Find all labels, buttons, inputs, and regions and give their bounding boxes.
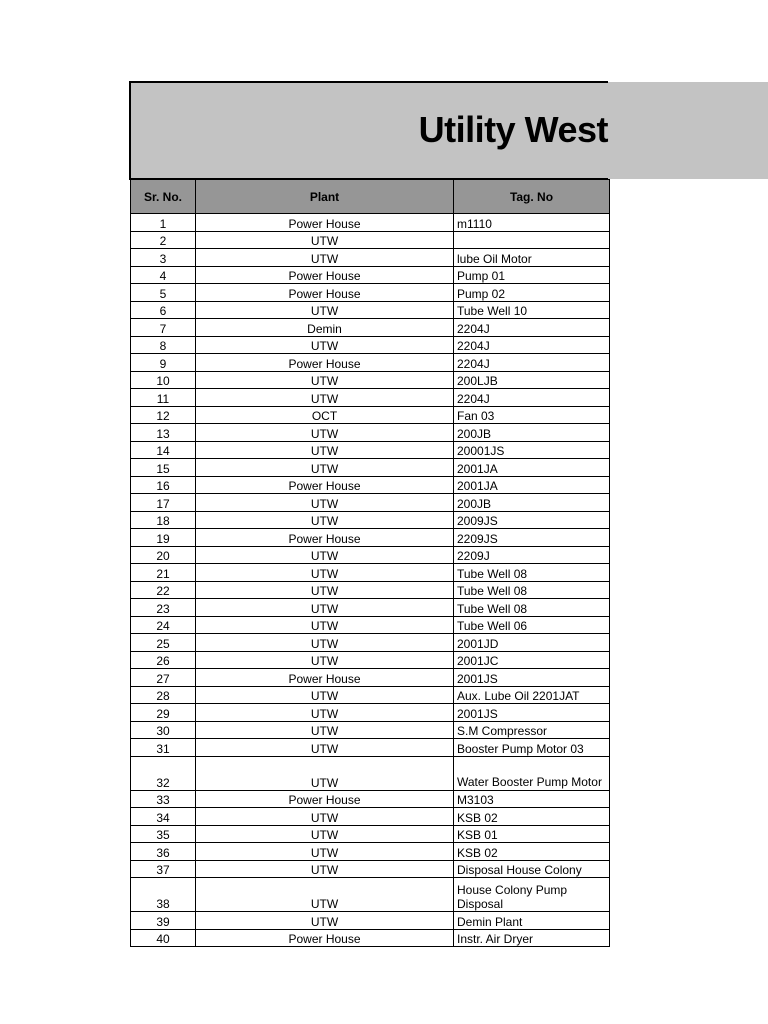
- tag-cell: 2001JD: [454, 634, 610, 652]
- plant-cell: UTW: [196, 424, 454, 442]
- plant-cell: UTW: [196, 616, 454, 634]
- tag-cell: Pump 01: [454, 266, 610, 284]
- table-row: [131, 756, 610, 790]
- tag-cell: Aux. Lube Oil 2201JAT: [454, 686, 610, 704]
- plant-cell: UTW: [196, 511, 454, 529]
- table-row: [131, 843, 610, 861]
- plant-cell: UTW: [196, 459, 454, 477]
- table-row: [131, 231, 610, 249]
- plant-cell: Power House: [196, 214, 454, 232]
- sr-cell: 2: [131, 231, 196, 249]
- plant-cell: UTW: [196, 336, 454, 354]
- tag-cell: M3103: [454, 790, 610, 808]
- sr-cell: 35: [131, 825, 196, 843]
- table-row: [131, 214, 610, 232]
- sr-cell: 25: [131, 634, 196, 652]
- sr-cell: 40: [131, 929, 196, 947]
- table-row: [131, 669, 610, 687]
- tag-cell: 2001JS: [454, 704, 610, 722]
- tag-cell: 200JB: [454, 424, 610, 442]
- table-row: [131, 301, 610, 319]
- sr-cell: 19: [131, 529, 196, 547]
- sr-cell: 17: [131, 494, 196, 512]
- plant-cell: UTW: [196, 546, 454, 564]
- plant-cell: UTW: [196, 686, 454, 704]
- tag-cell: m1110: [454, 214, 610, 232]
- plant-cell: UTW: [196, 721, 454, 739]
- sr-cell: 36: [131, 843, 196, 861]
- tag-cell: Tube Well 08: [454, 599, 610, 617]
- sr-cell: 22: [131, 581, 196, 599]
- header-row: [131, 180, 610, 214]
- sr-cell: 1: [131, 214, 196, 232]
- table-row: [131, 808, 610, 826]
- table-row: [131, 564, 610, 582]
- table-row: [131, 581, 610, 599]
- tag-cell: lube Oil Motor: [454, 249, 610, 267]
- table-row: [131, 616, 610, 634]
- table-row: [131, 319, 610, 337]
- sr-cell: 39: [131, 912, 196, 930]
- tag-cell: Fan 03: [454, 406, 610, 424]
- tag-cell: 2209J: [454, 546, 610, 564]
- plant-cell: Power House: [196, 529, 454, 547]
- plant-cell: Power House: [196, 669, 454, 687]
- tag-cell: 2204J: [454, 354, 610, 372]
- sr-cell: 15: [131, 459, 196, 477]
- sr-cell: 16: [131, 476, 196, 494]
- tag-cell: 2001JS: [454, 669, 610, 687]
- plant-cell: Power House: [196, 284, 454, 302]
- table-row: [131, 721, 610, 739]
- table-row: [131, 266, 610, 284]
- table-row: [131, 704, 610, 722]
- tag-cell: 2001JC: [454, 651, 610, 669]
- plant-cell: UTW: [196, 389, 454, 407]
- plant-cell: UTW: [196, 912, 454, 930]
- plant-cell: UTW: [196, 860, 454, 878]
- table-row: [131, 354, 610, 372]
- table-row: [131, 424, 610, 442]
- header-plant: Plant: [196, 180, 454, 214]
- tag-cell: 2001JA: [454, 459, 610, 477]
- table-row: [131, 739, 610, 757]
- sr-cell: 18: [131, 511, 196, 529]
- tag-cell: 2009JS: [454, 511, 610, 529]
- table-row: [131, 686, 610, 704]
- plant-cell: UTW: [196, 704, 454, 722]
- plant-cell: UTW: [196, 808, 454, 826]
- table-row: [131, 406, 610, 424]
- plant-cell: UTW: [196, 634, 454, 652]
- plant-cell: UTW: [196, 825, 454, 843]
- sr-cell: 26: [131, 651, 196, 669]
- tag-cell: 200JB: [454, 494, 610, 512]
- tag-cell: [454, 231, 610, 249]
- tag-cell: Tube Well 10: [454, 301, 610, 319]
- sr-cell: 12: [131, 406, 196, 424]
- plant-cell: Power House: [196, 266, 454, 284]
- tag-cell: 2204J: [454, 336, 610, 354]
- sr-cell: 32: [131, 756, 196, 790]
- tag-cell: Pump 02: [454, 284, 610, 302]
- plant-cell: UTW: [196, 564, 454, 582]
- sr-cell: 30: [131, 721, 196, 739]
- tag-cell: Demin Plant: [454, 912, 610, 930]
- tag-cell: 2001JA: [454, 476, 610, 494]
- tag-cell: 2204J: [454, 389, 610, 407]
- table-row: [131, 912, 610, 930]
- table-row: [131, 825, 610, 843]
- plant-cell: Power House: [196, 929, 454, 947]
- tag-cell: Tube Well 08: [454, 564, 610, 582]
- tag-cell: Booster Pump Motor 03: [454, 739, 610, 757]
- plant-cell: Demin: [196, 319, 454, 337]
- table-row: [131, 476, 610, 494]
- header-sr-no: Sr. No.: [131, 180, 196, 214]
- table-row: [131, 494, 610, 512]
- tag-cell: 200LJB: [454, 371, 610, 389]
- sr-cell: 38: [131, 878, 196, 912]
- tag-cell: Tube Well 06: [454, 616, 610, 634]
- plant-cell: UTW: [196, 651, 454, 669]
- sr-cell: 10: [131, 371, 196, 389]
- tag-cell: Tube Well 08: [454, 581, 610, 599]
- sr-cell: 29: [131, 704, 196, 722]
- plant-cell: Power House: [196, 476, 454, 494]
- plant-cell: Power House: [196, 790, 454, 808]
- table-row: [131, 284, 610, 302]
- table-row: [131, 878, 610, 912]
- tag-cell: Disposal House Colony: [454, 860, 610, 878]
- sr-cell: 3: [131, 249, 196, 267]
- sr-cell: 33: [131, 790, 196, 808]
- sr-cell: 14: [131, 441, 196, 459]
- sr-cell: 28: [131, 686, 196, 704]
- plant-cell: Power House: [196, 354, 454, 372]
- sr-cell: 11: [131, 389, 196, 407]
- table-row: [131, 336, 610, 354]
- plant-cell: UTW: [196, 231, 454, 249]
- tag-cell: KSB 01: [454, 825, 610, 843]
- header-tag-no: Tag. No: [454, 180, 610, 214]
- tag-cell: Water Booster Pump Motor: [454, 756, 610, 790]
- plant-cell: UTW: [196, 371, 454, 389]
- plant-cell: UTW: [196, 301, 454, 319]
- plant-cell: UTW: [196, 878, 454, 912]
- table-row: [131, 860, 610, 878]
- sr-cell: 13: [131, 424, 196, 442]
- table-row: [131, 929, 610, 947]
- plant-cell: UTW: [196, 494, 454, 512]
- tag-cell: 2204J: [454, 319, 610, 337]
- plant-cell: UTW: [196, 739, 454, 757]
- tag-cell: S.M Compressor: [454, 721, 610, 739]
- sheet-title: Utility West: [418, 109, 608, 150]
- sr-cell: 34: [131, 808, 196, 826]
- table-row: [131, 634, 610, 652]
- plant-cell: UTW: [196, 599, 454, 617]
- equipment-table: [130, 179, 610, 947]
- plant-cell: UTW: [196, 249, 454, 267]
- table-row: [131, 529, 610, 547]
- tag-cell: 20001JS: [454, 441, 610, 459]
- sr-cell: 7: [131, 319, 196, 337]
- tag-cell: KSB 02: [454, 843, 610, 861]
- tag-cell: KSB 02: [454, 808, 610, 826]
- sr-cell: 8: [131, 336, 196, 354]
- table-row: [131, 459, 610, 477]
- table-row: [131, 599, 610, 617]
- table-row: [131, 790, 610, 808]
- table-row: [131, 389, 610, 407]
- plant-cell: UTW: [196, 843, 454, 861]
- tag-cell: House Colony Pump Disposal: [454, 878, 610, 912]
- table-row: [131, 511, 610, 529]
- table-row: [131, 546, 610, 564]
- plant-cell: UTW: [196, 581, 454, 599]
- sr-cell: 37: [131, 860, 196, 878]
- sr-cell: 20: [131, 546, 196, 564]
- plant-cell: UTW: [196, 756, 454, 790]
- sr-cell: 23: [131, 599, 196, 617]
- plant-cell: OCT: [196, 406, 454, 424]
- sr-cell: 21: [131, 564, 196, 582]
- table-row: [131, 441, 610, 459]
- sr-cell: 5: [131, 284, 196, 302]
- table-row: [131, 249, 610, 267]
- tag-cell: Instr. Air Dryer: [454, 929, 610, 947]
- sr-cell: 31: [131, 739, 196, 757]
- table-body: [131, 214, 610, 947]
- sr-cell: 6: [131, 301, 196, 319]
- table-row: [131, 371, 610, 389]
- sr-cell: 9: [131, 354, 196, 372]
- table-row: [131, 651, 610, 669]
- sr-cell: 27: [131, 669, 196, 687]
- plant-cell: UTW: [196, 441, 454, 459]
- tag-cell: 2209JS: [454, 529, 610, 547]
- sr-cell: 24: [131, 616, 196, 634]
- sr-cell: 4: [131, 266, 196, 284]
